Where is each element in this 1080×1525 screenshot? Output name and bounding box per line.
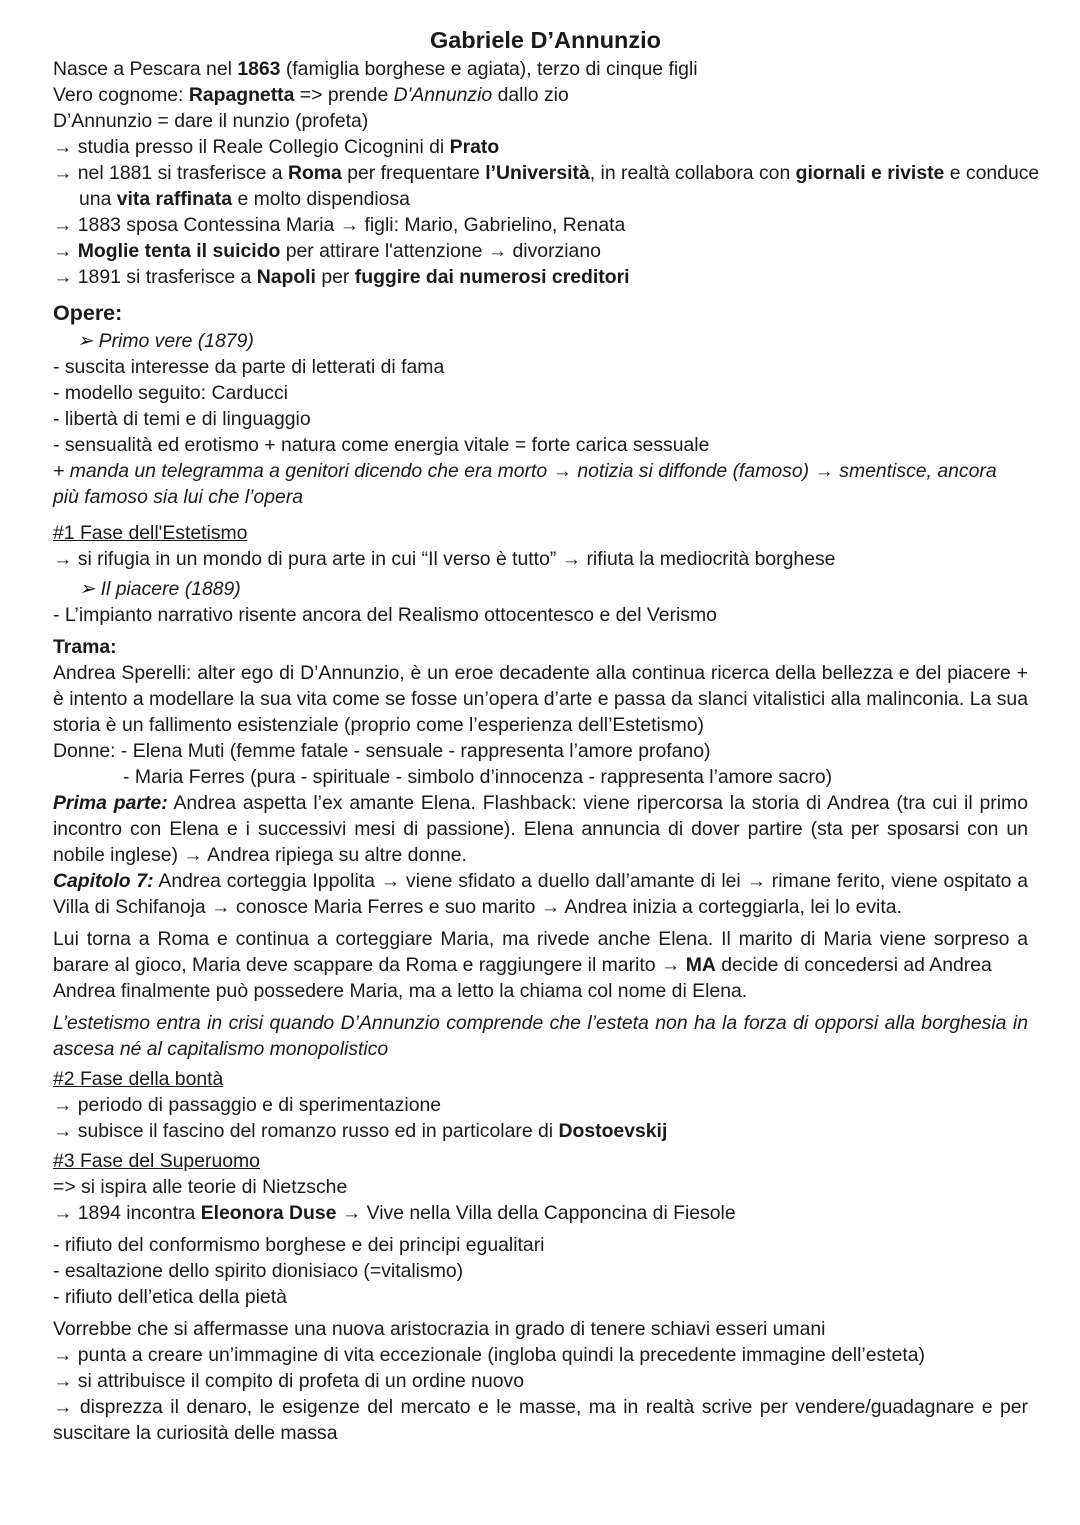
page-title: Gabriele D’Annunzio <box>429 27 662 53</box>
list-item: - suscita interesse da parte di letterati di fama <box>53 356 445 378</box>
bio-line-naples: → 1891 si trasferisce a Napoli per fuggire dai numerosi creditori <box>53 266 630 288</box>
list-item: - rifiuto del conformismo borghese e dei principi egualitari <box>53 1234 545 1256</box>
biography-section <box>53 56 1068 290</box>
fase-estetismo-section <box>53 520 1068 1062</box>
fase-superuomo-section <box>53 1148 1068 1446</box>
bio-line-birth: Nasce a Pescara nel 1863 (famiglia borghese e agiata), terzo di cinque figli <box>53 58 698 80</box>
prima-parte-paragraph: Prima parte: Andrea aspetta l’ex amante Elena. Flashback: viene ripercorsa la storia di Andrea (tra cui il primo incontro con Elena e i successivi mesi di passione). Elena annuncia di dover partire (sta per sposarsi con un nobile inglese) → Andrea ripiega su altre donne. <box>53 792 1028 866</box>
bio-line-surname: Vero cognome: Rapagnetta => prende D'Annunzio dallo zio <box>53 84 569 106</box>
bio-line-rome: → nel 1881 si trasferisce a Roma per frequentare l’Università, in realtà collabora con giornali e riviste e conduce <box>53 162 1040 184</box>
fase3-paragraph-line: → si attribuisce il compito di profeta di un ordine nuovo <box>53 1370 525 1392</box>
fase3-paragraph-line: Vorrebbe che si affermasse una nuova aristocrazia in grado di tenere schiavi esseri umani <box>53 1318 826 1340</box>
work-title-primo-vere: ➢ Primo vere (1879) <box>77 330 254 352</box>
list-item: - esaltazione dello spirito dionisiaco (=vitalismo) <box>53 1260 464 1282</box>
fase3-line: → 1894 incontra Eleonora Duse → Vive nella Villa della Capponcina di Fiesole <box>53 1202 736 1224</box>
list-item: - L’impianto narrativo risente ancora del Realismo ottocentesco e del Verismo <box>53 604 717 626</box>
plot-paragraph: Lui torna a Roma e continua a corteggiare Maria, ma rivede anche Elena. Il marito di Maria viene sorpreso a barare al gioco, Maria deve scappare da Roma e raggiungere il marito → MA decide di concedersi ad Andrea Andrea finalmente può possedere Maria, ma a letto la chiama col nome di Elena. <box>53 928 1028 1002</box>
trama-heading: Trama: <box>53 636 117 658</box>
document-page <box>53 24 1068 1446</box>
fase1-heading: #1 Fase dell'Estetismo <box>53 522 248 544</box>
list-item: - modello seguito: Carducci <box>53 382 288 404</box>
bio-line-rome-cont: una vita raffinata e molto dispendiosa <box>79 188 410 210</box>
list-item: - sensualità ed erotismo + natura come energia vitale = forte carica sessuale <box>53 434 710 456</box>
bio-line-divorce: → Moglie tenta il suicido per attirare l'attenzione → divorziano <box>53 240 601 262</box>
opere-section <box>53 298 1068 510</box>
donne-line: - Maria Ferres (pura - spirituale - simbolo d’innocenza - rappresenta l’amore sacro) <box>123 766 833 788</box>
fase2-line: → periodo di passaggio e di sperimentazione <box>53 1094 442 1116</box>
fase1-line: → si rifugia in un mondo di pura arte in cui “Il verso è tutto” → rifiuta la mediocrità borghese <box>53 548 836 570</box>
note-line: + manda un telegramma a genitori dicendo che era morto → notizia si diffonde (famoso) → smentisce, ancora <box>53 460 997 482</box>
capitolo-7-paragraph: Capitolo 7: Andrea corteggia Ippolita → viene sfidato a duello dall’amante di lei → rimane ferito, viene ospitato a Villa di Schifanoja → conosce Maria Ferres e suo marito → Andrea inizia a corteggiarla, lei lo evita. <box>53 870 1028 918</box>
list-item: - libertà di temi e di linguaggio <box>53 408 311 430</box>
list-item: - rifiuto dell’etica della pietà <box>53 1286 287 1308</box>
trama-paragraph: Andrea Sperelli: alter ego di D’Annunzio, è un eroe decadente alla continua ricerca della bellezza e del piacere + è intento a modellare la sua vita come se fosse un’opera d’arte e passa da slanci vitalistici alla malinconia. La sua storia è un fallimento esistenziale (proprio come l’esperienza dell’Estetismo) <box>53 662 1028 736</box>
work-title-il-piacere: ➢ Il piacere (1889) <box>79 578 241 600</box>
note-line: più famoso sia lui che l’opera <box>53 486 304 508</box>
fase3-line: => si ispira alle teorie di Nietzsche <box>53 1176 348 1198</box>
fase2-line: → subisce il fascino del romanzo russo ed in particolare di Dostoevskij <box>53 1120 668 1142</box>
fase3-heading: #3 Fase del Superuomo <box>53 1150 260 1172</box>
fase3-paragraph-line: → punta a creare un’immagine di vita eccezionale (ingloba quindi la precedente immagine dell’esteta) <box>53 1344 926 1366</box>
crisi-paragraph: L’estetismo entra in crisi quando D’Annunzio comprende che l’esteta non ha la forza di opporsi alla borghesia in ascesa né al capitalismo monopolistico <box>53 1012 1028 1060</box>
bio-line-marriage: → 1883 sposa Contessina Maria → figli: Mario, Gabrielino, Renata <box>53 214 626 236</box>
fase-bonta-section <box>53 1066 1068 1144</box>
bio-line-name-meaning: D’Annunzio = dare il nunzio (profeta) <box>53 110 369 132</box>
donne-line: Donne: - Elena Muti (femme fatale - sensuale - rappresenta l’amore profano) <box>53 740 711 762</box>
opere-heading: Opere: <box>53 301 123 325</box>
fase2-heading: #2 Fase della bontà <box>53 1068 224 1090</box>
fase3-paragraph-line: → disprezza il denaro, le esigenze del mercato e le masse, ma in realtà scrive per vendere/guadagnare e per suscitare la curiosità delle massa <box>53 1396 1028 1444</box>
bio-line-studies: → studia presso il Reale Collegio Cicognini di Prato <box>53 136 500 158</box>
